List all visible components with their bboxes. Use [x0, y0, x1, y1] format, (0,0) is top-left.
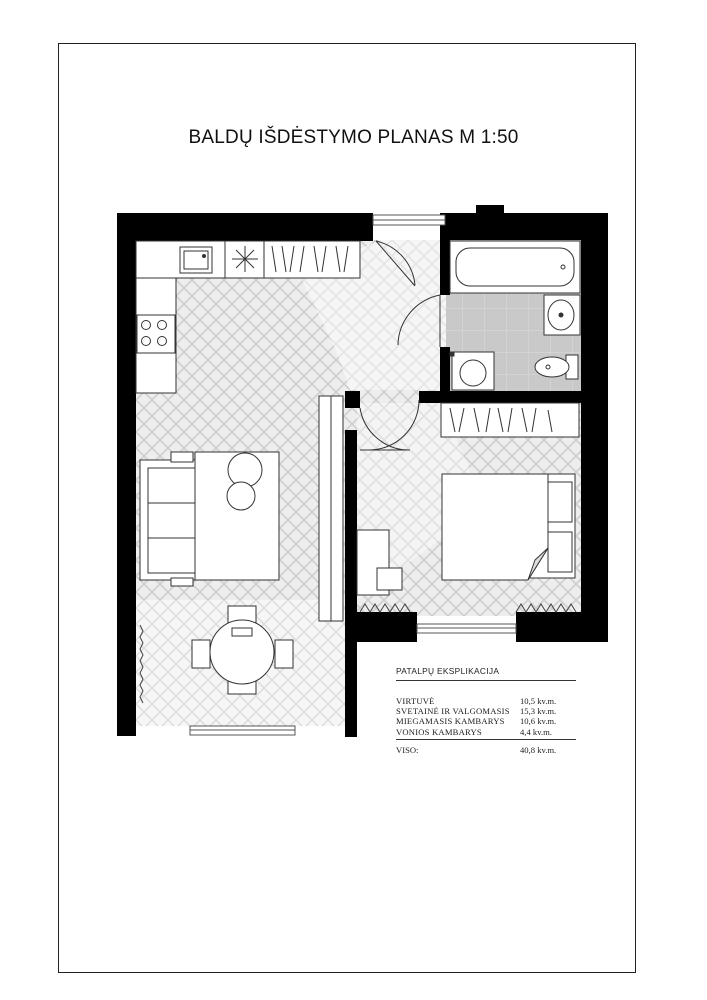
bed-icon: [442, 474, 575, 580]
legend-total: [396, 745, 576, 755]
legend-row: [396, 727, 576, 737]
page-title: BALDŲ IŠDĖSTYMO PLANAS M 1:50: [188, 127, 519, 148]
room-area: 10,6 kv.m.: [520, 716, 557, 727]
bathtub-icon: [450, 241, 580, 293]
legend-rows: [396, 696, 576, 740]
room-area: 10,5 kv.m.: [520, 696, 557, 706]
legend-row: [396, 716, 576, 726]
coffee-table: [195, 452, 279, 580]
total-area: 40,8 kv.m.: [520, 744, 557, 755]
total-label: VISO:: [396, 744, 419, 755]
washbasin-icon: [544, 295, 580, 335]
wardrobe: [319, 396, 343, 621]
room-name: SVETAINĖ IR VALGOMASIS: [396, 706, 510, 717]
washing-machine-icon: [450, 352, 494, 390]
legend-heading: PATALPŲ EKSPLIKACIJA: [396, 666, 576, 681]
legend-row: [396, 696, 576, 706]
legend-row: [396, 706, 576, 716]
room-area: 15,3 kv.m.: [520, 706, 557, 717]
sofa-icon: [140, 452, 195, 586]
room-name: VIRTUVĖ: [396, 696, 435, 706]
toilet-icon: [535, 355, 578, 379]
room-legend: [396, 666, 576, 755]
room-name: VONIOS KAMBARYS: [396, 726, 482, 737]
room-area: 4,4 kv.m.: [520, 726, 552, 737]
room-name: MIEGAMASIS KAMBARYS: [396, 716, 505, 727]
bedroom-wardrobe: [441, 403, 579, 437]
